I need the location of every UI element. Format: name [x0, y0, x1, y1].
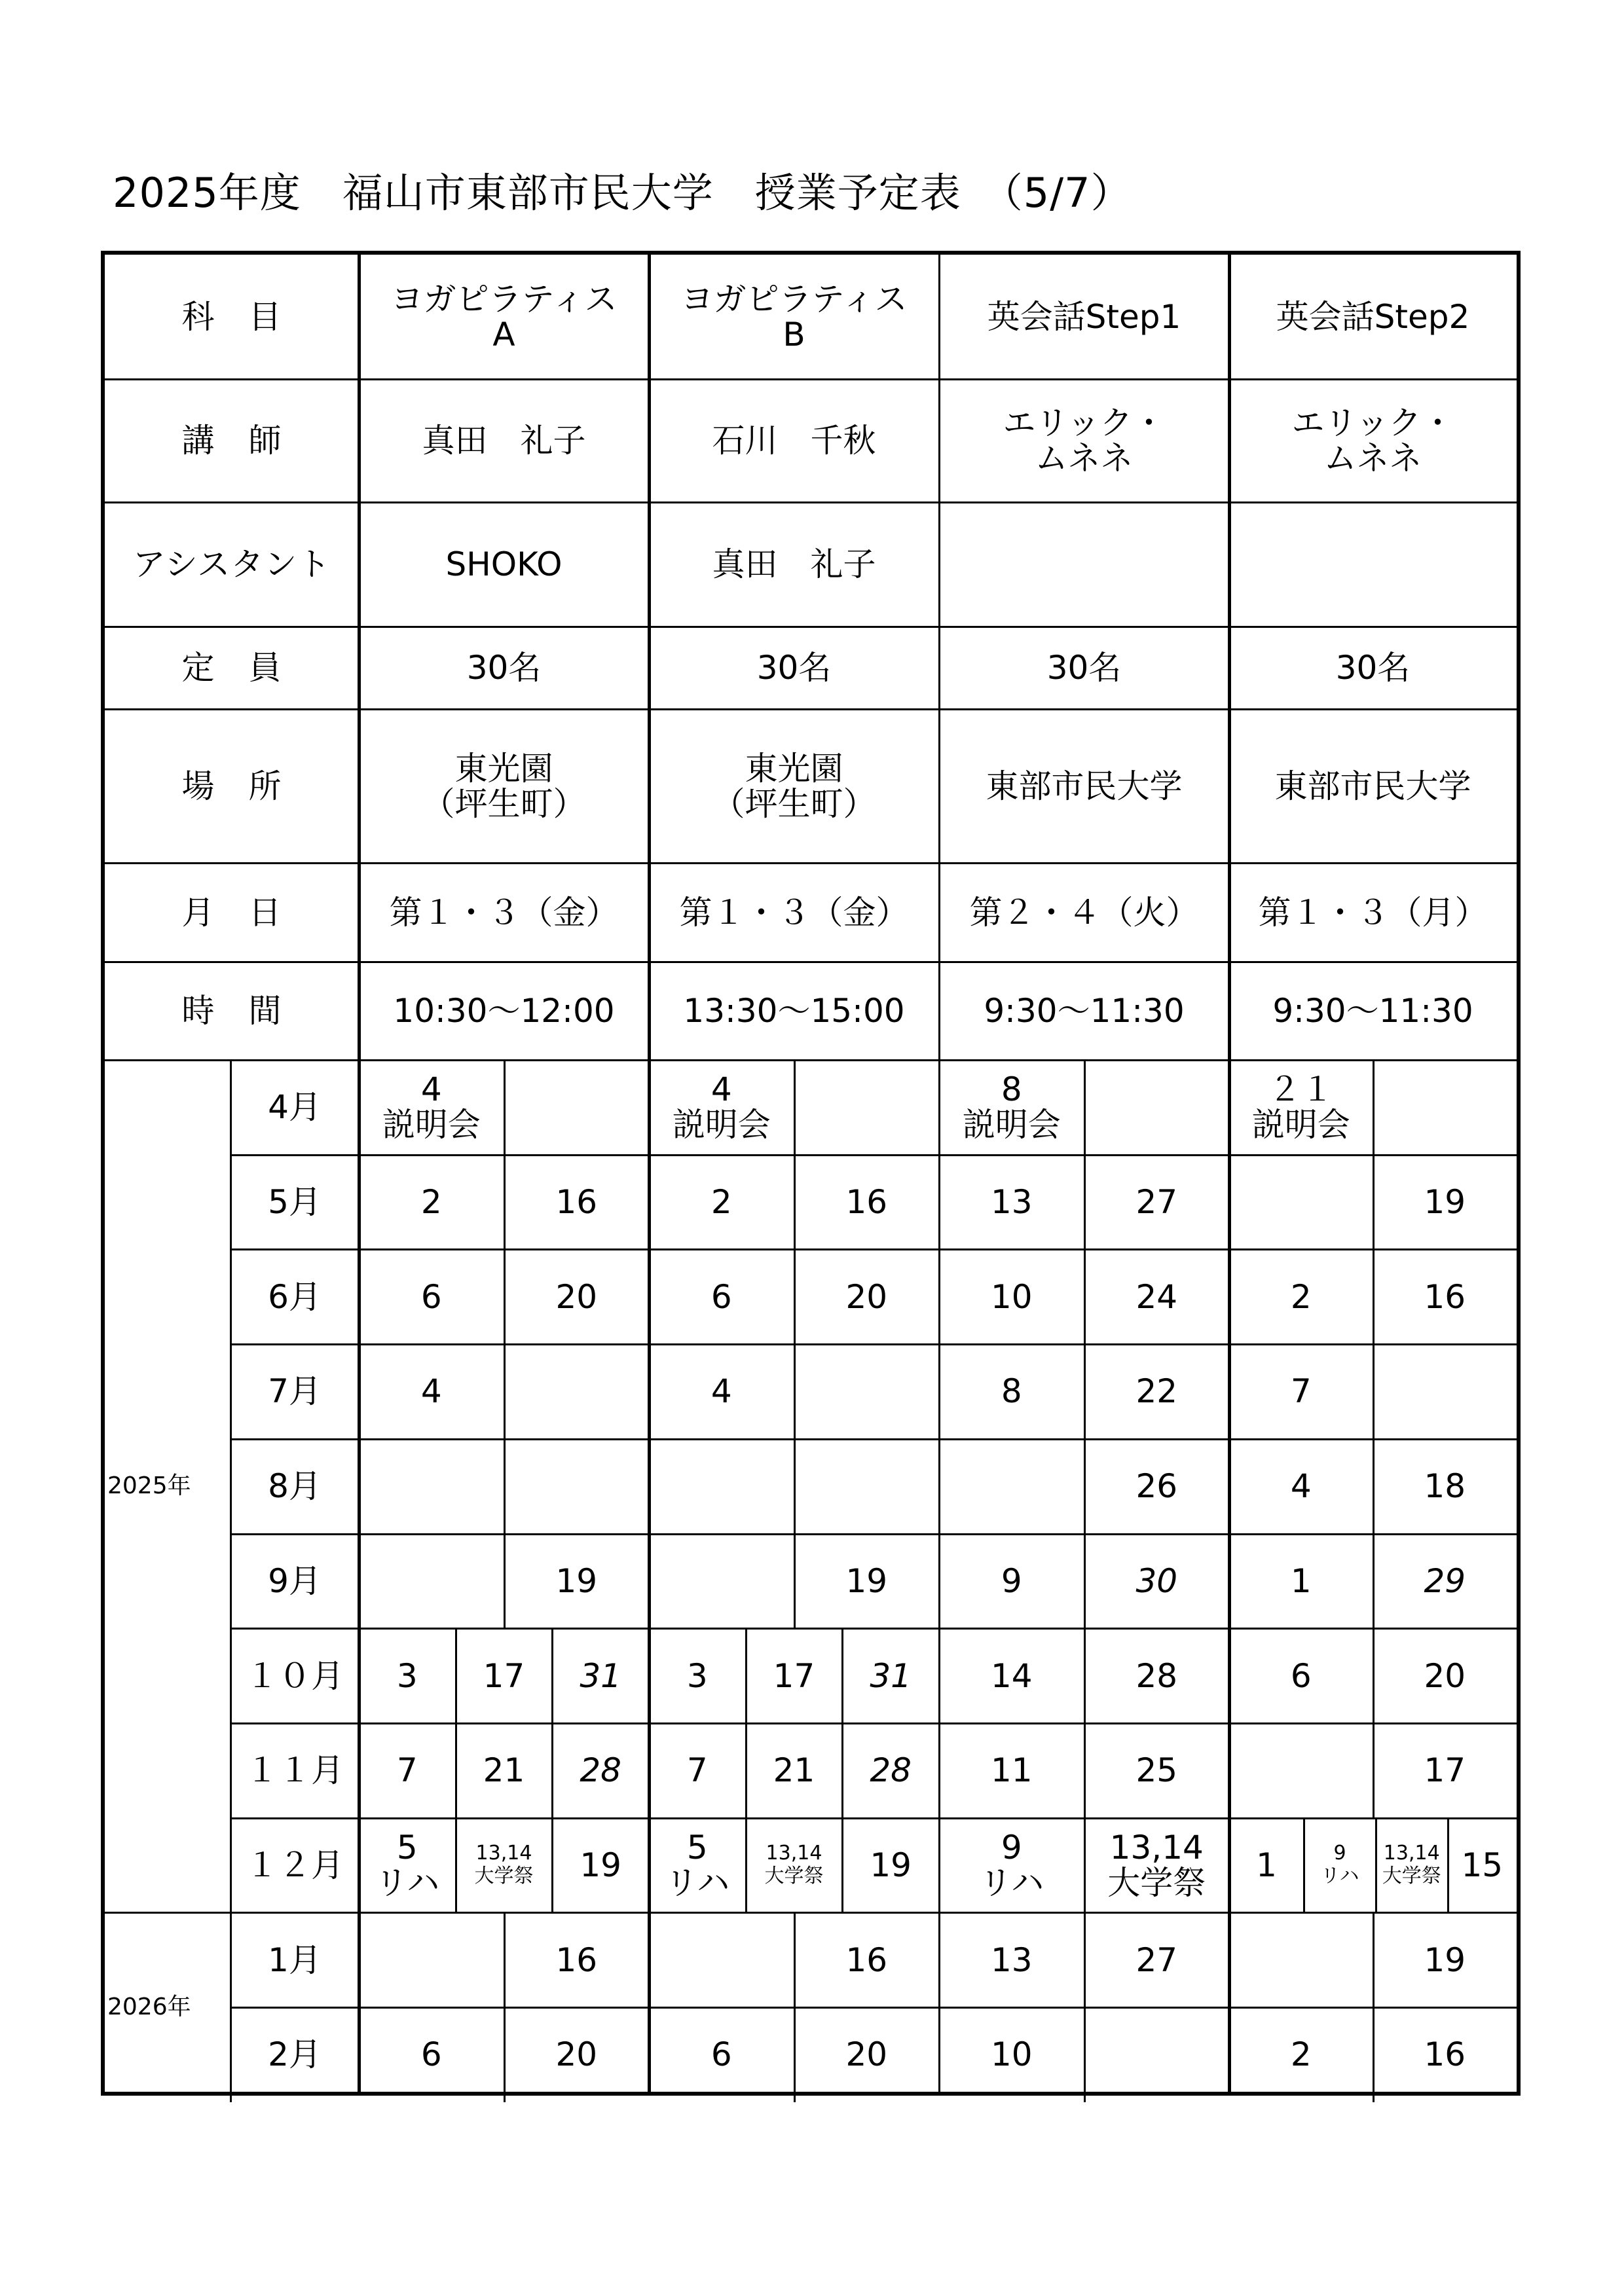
- date-divider: [841, 1723, 843, 1818]
- month-label: 5月: [268, 1183, 322, 1222]
- header-cell: 30名: [466, 649, 542, 687]
- header-cell: 9:30～11:30: [1272, 992, 1473, 1030]
- date-cell: 13: [990, 1941, 1033, 1979]
- date-divider: [551, 1628, 553, 1723]
- date-cell: 2: [1290, 1277, 1312, 1316]
- header-cell: ヨガピラティス A: [390, 280, 618, 354]
- header-label: アシスタント: [132, 545, 331, 583]
- date-cell: 17: [1424, 1751, 1466, 1790]
- date-divider: [745, 1818, 747, 1913]
- month-label: １１月: [246, 1751, 344, 1790]
- date-cell: 13,14 大学祭: [1382, 1842, 1441, 1887]
- month-label: １２月: [246, 1846, 344, 1884]
- date-cell: 5 リハ: [375, 1828, 440, 1902]
- header-row-divider: [105, 501, 1517, 503]
- date-cell: 8 説明会: [962, 1070, 1061, 1144]
- date-cell: 19: [845, 1561, 888, 1600]
- year-label: 2026年: [107, 1993, 191, 2020]
- header-label: 時 間: [181, 992, 282, 1030]
- header-cell: 30名: [1335, 649, 1411, 687]
- date-divider: [1084, 2007, 1086, 2102]
- date-cell: 27: [1135, 1941, 1178, 1979]
- date-cell: 16: [1424, 1277, 1466, 1316]
- date-cell: 9 リハ: [1320, 1842, 1359, 1887]
- date-cell: 20: [1424, 1656, 1466, 1695]
- date-cell: 10: [990, 2035, 1033, 2074]
- header-cell: ヨガピラティス B: [680, 280, 908, 354]
- date-cell: 6: [1290, 1656, 1312, 1695]
- date-divider: [1084, 1912, 1086, 2007]
- date-cell: 3: [686, 1656, 708, 1695]
- date-cell: [1229, 1155, 1373, 1250]
- date-cell: 9 リハ: [979, 1828, 1044, 1902]
- date-divider: [841, 1628, 843, 1723]
- month-label: 6月: [268, 1277, 322, 1316]
- header-row-divider: [105, 626, 1517, 628]
- header-cell: 英会話Step2: [1276, 298, 1470, 336]
- header-cell: 第２・４（火）: [969, 893, 1199, 932]
- date-cell: [649, 1912, 794, 2007]
- date-cell: 4: [420, 1372, 442, 1411]
- header-cell: SHOKO: [445, 545, 563, 583]
- header-cell: 東光園 （坪生町）: [712, 749, 876, 823]
- date-cell: 18: [1424, 1467, 1466, 1506]
- date-cell: [794, 1060, 940, 1155]
- date-cell: 7: [686, 1751, 708, 1790]
- date-divider: [455, 1628, 457, 1723]
- month-label: 2月: [268, 2035, 322, 2074]
- date-divider: [1084, 1155, 1086, 1250]
- header-cell: 東部市民大学: [986, 767, 1183, 805]
- date-cell: [939, 1439, 1084, 1534]
- date-cell: 29: [1424, 1561, 1466, 1600]
- header-row-divider: [105, 378, 1517, 380]
- date-divider: [794, 1249, 796, 1344]
- date-cell: [359, 1439, 504, 1534]
- date-cell: [359, 1912, 504, 2007]
- date-cell: 2: [710, 1183, 732, 1222]
- date-divider: [504, 1439, 506, 1534]
- date-cell: 4: [1290, 1467, 1312, 1506]
- header-label: 講 師: [181, 422, 282, 460]
- date-divider: [841, 1818, 843, 1913]
- date-cell: 11: [990, 1751, 1033, 1790]
- date-cell: 27: [1135, 1183, 1178, 1222]
- column-divider: [358, 255, 361, 2092]
- date-divider: [1373, 1060, 1375, 1155]
- date-divider: [1447, 1818, 1449, 1913]
- date-cell: [794, 1344, 940, 1439]
- date-divider: [1084, 1249, 1086, 1344]
- date-divider: [1303, 1818, 1305, 1913]
- date-divider: [1084, 1060, 1086, 1155]
- header-row-divider: [105, 961, 1517, 963]
- date-cell: 21: [773, 1751, 815, 1790]
- column-divider: [1228, 255, 1231, 2092]
- date-divider: [794, 2007, 796, 2102]
- date-divider: [745, 1723, 747, 1818]
- header-cell: エリック・ ムネネ: [1003, 404, 1166, 477]
- date-cell: 19: [1424, 1183, 1466, 1222]
- date-cell: 6: [710, 2035, 732, 2074]
- header-cell: 石川 千秋: [712, 422, 876, 460]
- date-cell: 6: [420, 2035, 442, 2074]
- date-cell: 25: [1135, 1751, 1178, 1790]
- month-label: 4月: [268, 1088, 322, 1127]
- date-cell: 3: [396, 1656, 418, 1695]
- date-divider: [1084, 1818, 1086, 1913]
- date-divider: [504, 2007, 506, 2102]
- header-cell: 第１・３（金）: [389, 893, 619, 932]
- header-cell: 13:30～15:00: [683, 992, 905, 1030]
- date-cell: 20: [845, 2035, 888, 2074]
- header-cell: 9:30～11:30: [984, 992, 1185, 1030]
- date-cell: 17: [483, 1656, 525, 1695]
- date-cell: 28: [1135, 1656, 1178, 1695]
- header-cell: 30名: [1046, 649, 1122, 687]
- date-cell: 7: [396, 1751, 418, 1790]
- header-cell: 英会話Step1: [987, 298, 1181, 336]
- date-cell: 16: [845, 1941, 888, 1979]
- date-cell: 10: [990, 1277, 1033, 1316]
- date-cell: ２１ 説明会: [1251, 1070, 1350, 1144]
- date-cell: 28: [870, 1751, 912, 1790]
- month-label: 7月: [268, 1372, 322, 1411]
- month-label: 1月: [268, 1941, 322, 1979]
- date-divider: [504, 1534, 506, 1629]
- date-divider: [504, 1155, 506, 1250]
- date-divider: [551, 1818, 553, 1913]
- date-divider: [794, 1155, 796, 1250]
- date-divider: [794, 1912, 796, 2007]
- header-cell: 第１・３（月）: [1258, 893, 1488, 932]
- date-cell: 13,14 大学祭: [764, 1842, 824, 1887]
- year-label: 2025年: [107, 1472, 191, 1499]
- date-cell: 30: [1135, 1561, 1178, 1600]
- date-divider: [1373, 1249, 1375, 1344]
- header-cell: 10:30～12:00: [393, 992, 615, 1030]
- date-cell: 26: [1135, 1467, 1178, 1506]
- date-divider: [794, 1344, 796, 1439]
- header-cell: 第１・３（金）: [679, 893, 909, 932]
- header-cell: 東光園 （坪生町）: [422, 749, 586, 823]
- date-cell: [1373, 1344, 1517, 1439]
- date-cell: 20: [555, 1277, 598, 1316]
- date-divider: [1375, 1818, 1377, 1913]
- date-cell: 13,14 大学祭: [474, 1842, 534, 1887]
- date-cell: 19: [555, 1561, 598, 1600]
- date-cell: 8: [1001, 1372, 1022, 1411]
- header-label: 場 所: [181, 767, 282, 805]
- date-divider: [1373, 1628, 1375, 1723]
- date-cell: 1: [1290, 1561, 1312, 1600]
- date-cell: 31: [580, 1656, 621, 1695]
- date-cell: 19: [870, 1846, 912, 1884]
- date-divider: [1373, 1344, 1375, 1439]
- date-divider: [1084, 1628, 1086, 1723]
- date-cell: [504, 1439, 650, 1534]
- date-cell: [1084, 2007, 1230, 2102]
- date-divider: [1084, 1723, 1086, 1818]
- date-cell: [794, 1439, 940, 1534]
- date-cell: 21: [483, 1751, 525, 1790]
- column-divider: [648, 255, 651, 2092]
- date-divider: [1084, 1534, 1086, 1629]
- date-divider: [1373, 1155, 1375, 1250]
- year-divider: [105, 1912, 231, 1914]
- date-cell: 15: [1461, 1846, 1504, 1884]
- date-divider: [551, 1723, 553, 1818]
- date-cell: 16: [1424, 2035, 1466, 2074]
- header-cell: [939, 502, 1229, 627]
- date-divider: [1373, 1912, 1375, 2007]
- date-divider: [745, 1628, 747, 1723]
- date-cell: 16: [555, 1941, 598, 1979]
- date-cell: 22: [1135, 1372, 1178, 1411]
- date-cell: 2: [1290, 2035, 1312, 2074]
- date-divider: [455, 1723, 457, 1818]
- date-cell: 7: [1290, 1372, 1312, 1411]
- date-cell: [1229, 1723, 1373, 1818]
- date-divider: [794, 1060, 796, 1155]
- header-cell: 真田 礼子: [712, 545, 876, 583]
- header-cell: エリック・ ムネネ: [1291, 404, 1454, 477]
- date-divider: [1373, 1723, 1375, 1818]
- date-cell: 28: [580, 1751, 621, 1790]
- date-divider: [794, 1439, 796, 1534]
- date-cell: 1: [1256, 1846, 1277, 1884]
- date-cell: [1229, 1912, 1373, 2007]
- date-divider: [1373, 2007, 1375, 2102]
- date-cell: 17: [773, 1656, 815, 1695]
- date-cell: [504, 1344, 650, 1439]
- date-divider: [504, 1060, 506, 1155]
- date-cell: 16: [845, 1183, 888, 1222]
- date-divider: [504, 1249, 506, 1344]
- date-cell: 20: [845, 1277, 888, 1316]
- date-cell: 20: [555, 2035, 598, 2074]
- page-title: 2025年度 福山市東部市民大学 授業予定表 （5/7）: [113, 169, 1132, 217]
- date-cell: [359, 1534, 504, 1629]
- date-cell: 6: [710, 1277, 732, 1316]
- date-cell: 19: [580, 1846, 621, 1884]
- date-divider: [455, 1818, 457, 1913]
- date-cell: 4 説明会: [672, 1070, 771, 1144]
- month-label: 9月: [268, 1561, 322, 1600]
- header-label: 月 日: [181, 893, 282, 932]
- date-cell: 5 リハ: [665, 1828, 730, 1902]
- date-cell: [504, 1060, 650, 1155]
- date-cell: [649, 1439, 794, 1534]
- date-cell: 13: [990, 1183, 1033, 1222]
- schedule-table: [101, 251, 1521, 2096]
- date-cell: [649, 1534, 794, 1629]
- date-cell: 2: [420, 1183, 442, 1222]
- date-cell: [1373, 1060, 1517, 1155]
- date-cell: 4: [710, 1372, 732, 1411]
- date-divider: [504, 1912, 506, 2007]
- date-divider: [1084, 1344, 1086, 1439]
- header-cell: 東部市民大学: [1274, 767, 1471, 805]
- date-divider: [1373, 1534, 1375, 1629]
- date-divider: [1084, 1439, 1086, 1534]
- month-label: 8月: [268, 1467, 322, 1506]
- header-cell: [1229, 502, 1517, 627]
- header-label: 定 員: [181, 649, 282, 687]
- header-cell: 30名: [756, 649, 832, 687]
- date-cell: 6: [420, 1277, 442, 1316]
- header-row-divider: [105, 862, 1517, 864]
- date-cell: 4 説明会: [382, 1070, 481, 1144]
- date-cell: 9: [1001, 1561, 1022, 1600]
- header-row-divider: [105, 708, 1517, 710]
- date-divider: [794, 1534, 796, 1629]
- date-cell: 16: [555, 1183, 598, 1222]
- date-cell: [1084, 1060, 1230, 1155]
- date-cell: 19: [1424, 1941, 1466, 1979]
- date-cell: 13,14 大学祭: [1107, 1828, 1206, 1902]
- column-divider: [938, 255, 940, 2092]
- header-cell: 真田 礼子: [422, 422, 586, 460]
- date-divider: [504, 1344, 506, 1439]
- date-cell: 24: [1135, 1277, 1178, 1316]
- date-cell: 31: [870, 1656, 912, 1695]
- date-divider: [1373, 1439, 1375, 1534]
- month-label: １０月: [246, 1656, 344, 1695]
- date-cell: 14: [990, 1656, 1033, 1695]
- header-label: 科 目: [181, 298, 282, 336]
